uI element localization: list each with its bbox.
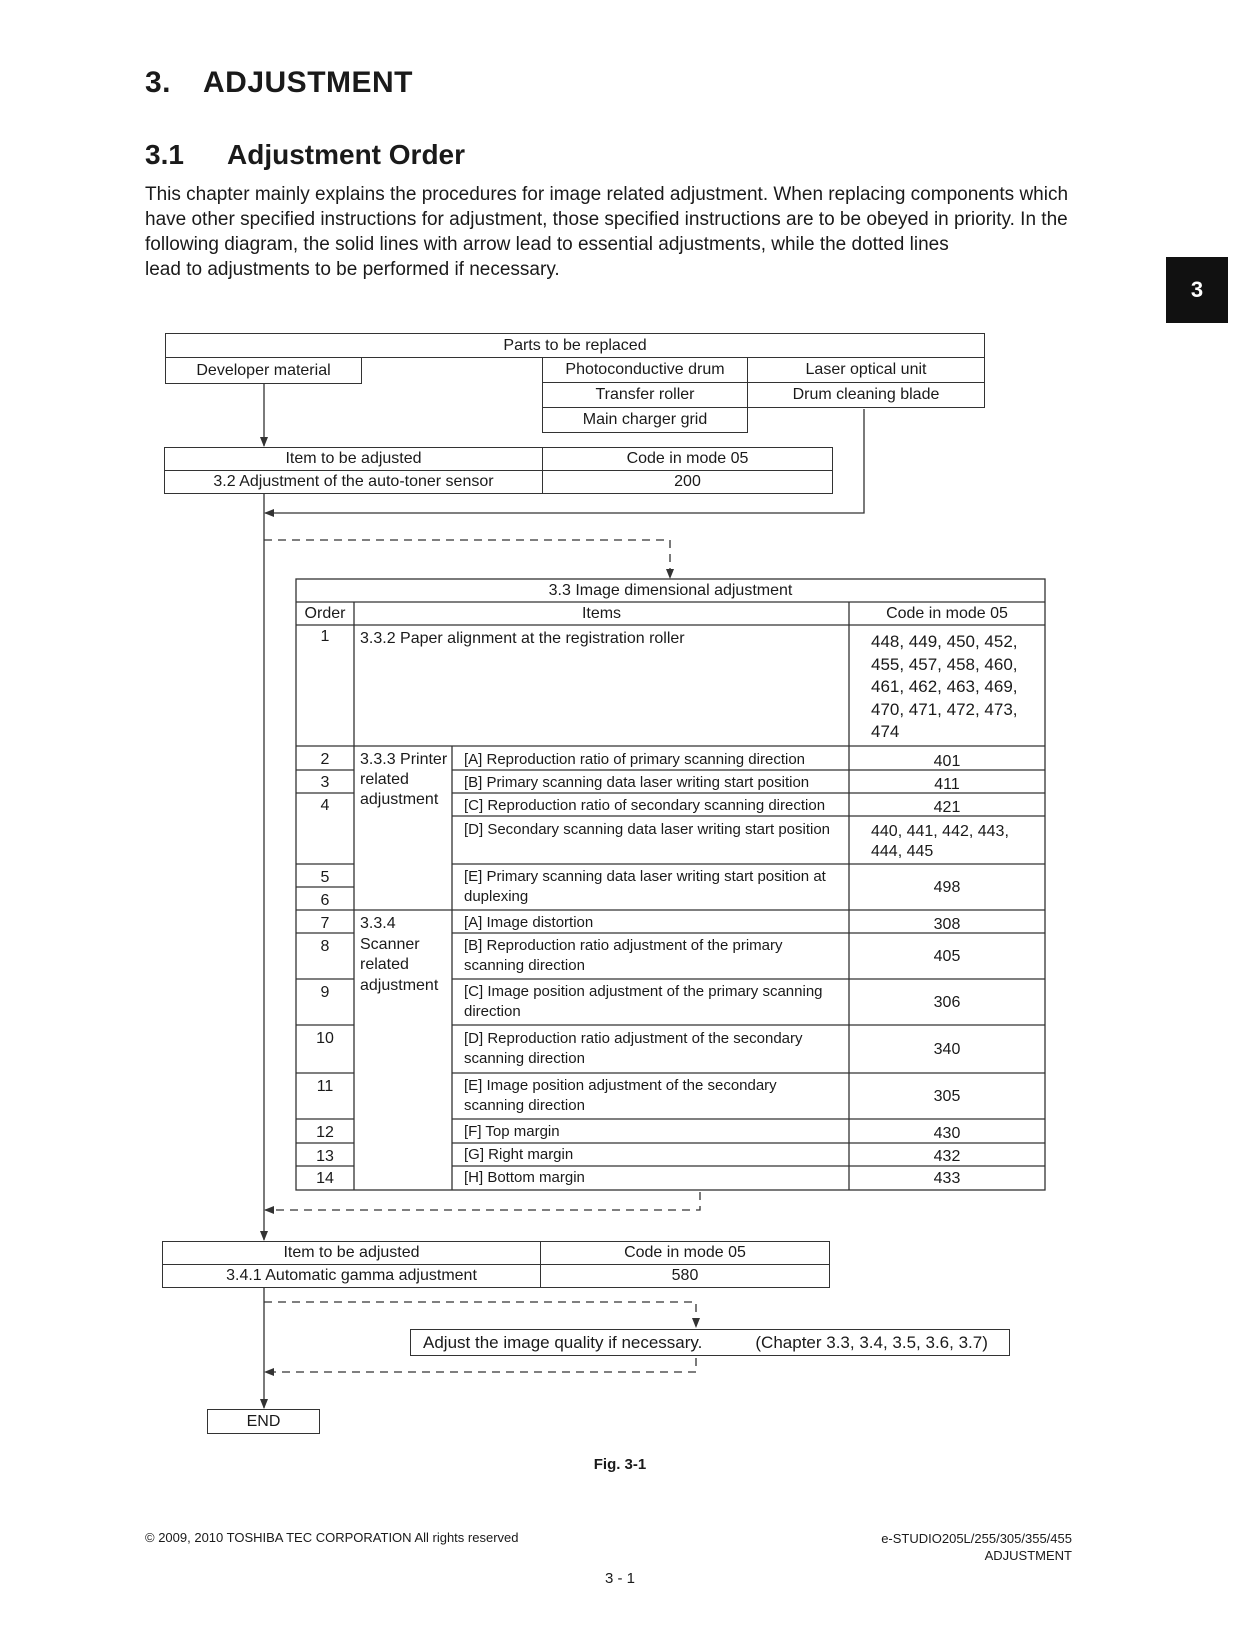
intro-line-1: This chapter mainly explains the procedures for image related adjustment. When replacing components which have other specified instructions for adjustment, those specified instructions are to be obeyed in priority. In the following diagram, the solid lines with arrow lead to essential adjustments, while the dotted lines [145,184,1069,255]
chapter-side-tab: 3 [1166,257,1228,323]
code-d-secondary: 440, 441, 442, 443, 444, 445 [871,823,1009,860]
intro-line-2: lead to adjustments to be performed if necessary. [145,259,560,280]
code-7: 308 [933,916,961,933]
part-drum-cleaning-blade: Drum cleaning blade [747,382,985,408]
part-transfer-roller: Transfer roller [542,382,748,408]
part-main-charger-grid: Main charger grid [542,407,748,433]
footer-chapter-name: ADJUSTMENT [984,1548,1072,1563]
image-quality-box [410,1329,1010,1356]
chapter-number: 3. [145,66,172,99]
code-5: 498 [933,879,961,896]
image-quality-text: Adjust the image quality if necessary. [423,1332,703,1352]
item-4: [C] Reproduction ratio of secondary scanning direction [464,797,826,814]
group-scanner-label: 3.3.4 Scanner related adjustment [360,915,439,994]
code-1: 448, 449, 450, 452, 455, 457, 458, 460, 461, 462, 463, 469, 470, 471, 472, 473, 474 [871,632,1018,741]
image-quality-chapters: (Chapter 3.3, 3.4, 3.5, 3.6, 3.7) [755,1332,988,1352]
order-14: 14 [316,1170,334,1187]
toner-item: 3.2 Adjustment of the auto-toner sensor [164,470,543,494]
gamma-item-header: Item to be adjusted [162,1241,541,1265]
toner-code-header: Code in mode 05 [542,447,833,471]
order-10: 10 [316,1030,334,1047]
dashed-from-dimensional [265,1192,700,1210]
order-8: 8 [320,938,330,955]
code-9: 306 [933,994,961,1011]
order-13: 13 [316,1148,334,1165]
order-6: 6 [320,892,330,909]
section-number: 3.1 [145,139,184,170]
order-11: 11 [316,1078,334,1095]
intro-paragraph [145,182,1085,282]
end-box: END [207,1409,320,1434]
item-8: [B] Reproduction ratio adjustment of the primary scanning direction [464,937,783,974]
order-12: 12 [316,1124,334,1141]
part-developer-material: Developer material [165,357,362,384]
part-photoconductive-drum: Photoconductive drum [542,357,748,383]
code-12: 430 [933,1125,961,1142]
order-2: 2 [320,751,330,768]
order-7: 7 [320,915,330,932]
order-4: 4 [320,797,330,814]
col-order-header: Order [304,605,346,622]
order-1: 1 [320,628,330,645]
part-laser-optical-unit: Laser optical unit [747,357,985,383]
parts-header: Parts to be replaced [165,333,985,358]
group-printer-label: 3.3.3 Printer related adjustment [360,751,448,808]
code-2: 401 [933,753,961,770]
item-13: [G] Right margin [464,1146,574,1163]
footer-copyright: © 2009, 2010 TOSHIBA TEC CORPORATION All rights reserved [145,1530,519,1545]
code-10: 340 [933,1041,961,1058]
gamma-code-header: Code in mode 05 [540,1241,830,1265]
toner-code: 200 [542,470,833,494]
item-3: [B] Primary scanning data laser writing start position [464,774,810,791]
chapter-title: ADJUSTMENT [203,66,414,99]
section-heading [145,139,465,171]
figure-caption: Fig. 3-1 [593,1456,647,1473]
item-1: 3.3.2 Paper alignment at the registration roller [360,630,685,647]
order-3: 3 [320,774,330,791]
footer-model-name: e-STUDIO205L/255/305/355/455 [881,1531,1072,1546]
page-number: 3 - 1 [604,1570,635,1587]
dimensional-title: 3.3 Image dimensional adjustment [548,582,793,599]
item-10: [D] Reproduction ratio adjustment of the secondary scanning direction [464,1030,803,1067]
dashed-to-dimensional [264,540,670,578]
item-12: [F] Top margin [464,1123,560,1140]
dashed-from-quality [265,1358,696,1372]
item-9: [C] Image position adjustment of the primary scanning direction [464,983,823,1020]
order-9: 9 [320,984,330,1001]
chapter-heading [145,66,413,100]
code-3: 411 [934,776,960,793]
item-2: [A] Reproduction ratio of primary scanning direction [464,751,806,768]
code-11: 305 [933,1088,961,1105]
toner-item-header: Item to be adjusted [164,447,543,471]
code-4: 421 [933,799,961,816]
col-items-header: Items [581,605,622,622]
col-code-header: Code in mode 05 [886,605,1008,622]
item-5 [458,867,838,907]
order-5: 5 [320,869,330,886]
item-5-text: [E] Primary scanning data laser writing start position at duplexing [464,868,826,905]
gamma-code: 580 [540,1264,830,1288]
item-7: [A] Image distortion [464,914,594,931]
footer-model [881,1530,1072,1564]
item-11: [E] Image position adjustment of the secondary scanning direction [464,1077,777,1114]
gamma-item: 3.4.1 Automatic gamma adjustment [162,1264,541,1288]
item-14: [H] Bottom margin [464,1169,585,1186]
dashed-to-quality [264,1302,696,1327]
code-13: 432 [933,1148,961,1165]
code-8: 405 [933,948,961,965]
item-d-secondary: [D] Secondary scanning data laser writing start position [464,821,831,838]
section-title: Adjustment Order [227,139,466,170]
code-14: 433 [933,1170,961,1187]
